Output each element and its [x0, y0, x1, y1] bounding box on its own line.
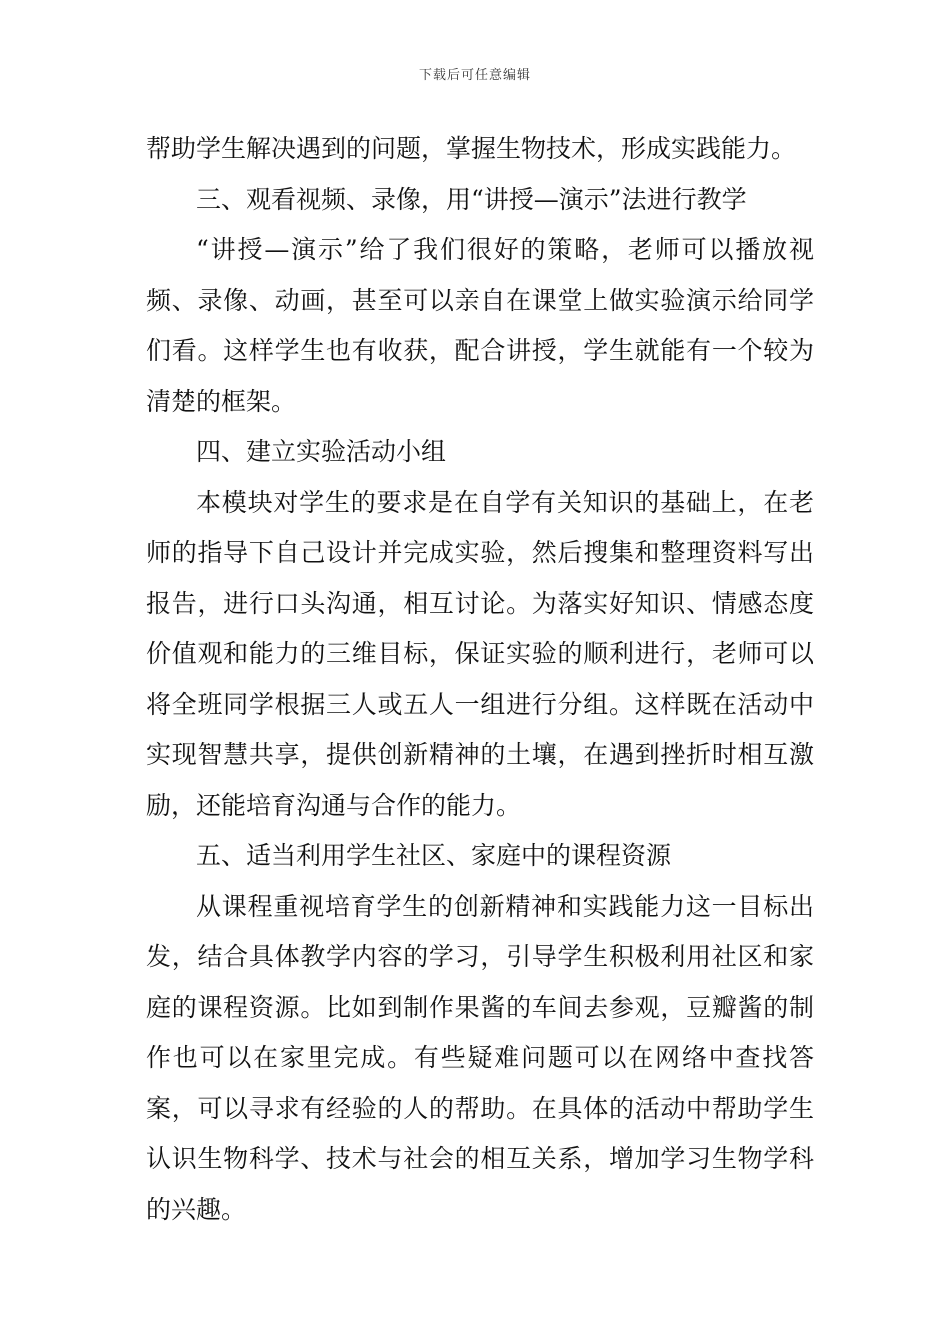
paragraph-community-resources: 从课程重视培育学生的创新精神和实践能力这一目标出发，结合具体教学内容的学习，引导学生积极利用社区和家庭的课程资源。比如到制作果酱的车间去参观，豆瓣酱的制作也可以在家里完成。有些疑难问题可以在网络中查找答案，可以寻求有经验的人的帮助。在具体的活动中帮助学生认识生物科学、技术与社会的相互关系，增加学习生物学科的兴趣。	[146, 891, 814, 1224]
section-heading-3: 三、观看视频、录像，用“讲授—演示”法进行教学	[196, 184, 747, 214]
page-header-note: 下载后可任意编辑	[418, 68, 531, 83]
paragraph-experiment-groups: 本模块对学生的要求是在自学有关知识的基础上，在老师的指导下自己设计并完成实验，然后搜集和整理资料写出报告，进行口头沟通，相互讨论。为落实好知识、情感态度价值观和能力的三维目标，保证实验的顺利进行，老师可以将全班同学根据三人或五人一组进行分组。这样既在活动中实现智慧共享，提供创新精神的土壤，在遇到挫折时相互激励，还能培育沟通与合作的能力。	[146, 487, 814, 820]
section-heading-4: 四、建立实验活动小组	[196, 437, 447, 466]
section-heading-5: 五、适当利用学生社区、家庭中的课程资源	[196, 841, 672, 870]
paragraph-lecture-demo: “讲授—演示”给了我们很好的策略，老师可以播放视频、录像、动画，甚至可以亲自在课堂上做实验演示给同学们看。这样学生也有收获，配合讲授，学生就能有一个较为清楚的框架。	[146, 235, 814, 416]
paragraph-continuation: 帮助学生解决遇到的问题，掌握生物技术，形成实践能力。	[146, 134, 797, 163]
document-body	[146, 124, 814, 1235]
